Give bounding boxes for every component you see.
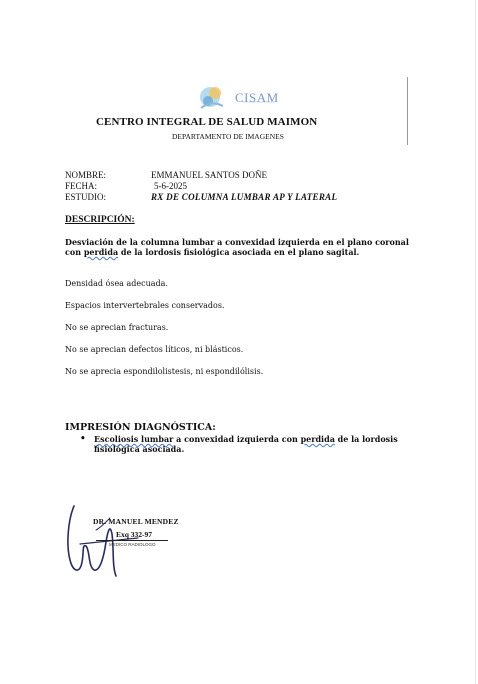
study-label: ESTUDIO: — [65, 192, 106, 202]
impression-text-1: a convexidad izquierda con — [173, 434, 301, 444]
finding-5: No se aprecia espondilolistesis, ni espondilólisis. — [65, 367, 264, 376]
name-value: EMMANUEL SANTOS DOÑE — [151, 170, 268, 180]
description-heading: DESCRIPCIÓN: — [65, 215, 135, 225]
institution-title: CENTRO INTEGRAL DE SALUD MAIMON — [96, 116, 318, 128]
impression-list — [80, 434, 420, 454]
finding-3: No se aprecian fracturas. — [65, 323, 169, 332]
finding-2: Espacios intervertebrales conservados. — [65, 301, 225, 310]
description-intro — [65, 237, 415, 257]
spellcheck-word: Escoliosis lumbar — [94, 434, 174, 444]
page-edge — [475, 0, 476, 684]
finding-1: Densidad ósea adecuada. — [65, 279, 168, 288]
logo-text: CISAM — [235, 90, 279, 105]
signature-line — [96, 540, 168, 541]
impression-text-2: de la lordosis fisiológica asociada. — [94, 434, 398, 454]
impression-heading: IMPRESIÓN DIAGNÓSTICA: — [65, 422, 216, 433]
spellcheck-word: perdida — [300, 434, 335, 444]
doctor-exequatur: Exq 332-97 — [116, 530, 153, 539]
study-value: RX DE COLUMNA LUMBAR AP Y LATERAL — [151, 192, 338, 202]
name-label: NOMBRE: — [65, 170, 107, 180]
date-label: FECHA: — [65, 181, 98, 191]
description-intro-text-1: Desviación de la columna lumbar a convexidad izquierda en el plano coronal con — [65, 237, 409, 257]
date-value: 5-6-2025 — [154, 181, 187, 191]
spellcheck-word: perdida — [83, 247, 119, 257]
finding-4: No se aprecian defectos líticos, ni blásticos. — [65, 345, 244, 354]
description-intro-text-2: de la lordosis fisiológica asociada en el plano sagital. — [118, 247, 360, 257]
impression-item — [80, 434, 420, 454]
doctor-role: MEDICO RADIOLOGO — [109, 542, 156, 547]
header-divider — [407, 77, 408, 145]
doctor-name: DR. MANUEL MENDEZ — [93, 517, 179, 526]
department-name: DEPARTAMENTO DE IMAGENES — [172, 132, 284, 141]
